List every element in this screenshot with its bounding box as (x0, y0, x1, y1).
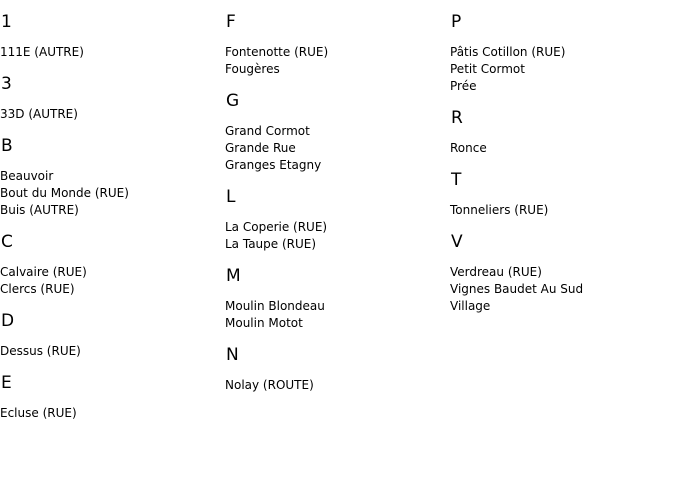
street-link[interactable]: Ronce (450, 141, 487, 155)
letter-section-d (0, 311, 225, 360)
street-link[interactable]: La Coperie (RUE) (225, 220, 328, 234)
street-list (225, 377, 450, 394)
letter-section-m (225, 266, 450, 332)
letter-section-b (0, 136, 225, 219)
street-index-column-2 (225, 0, 450, 394)
street-link[interactable]: 33D (AUTRE) (0, 107, 78, 121)
street-index-column-1 (0, 0, 225, 422)
street-link[interactable]: Moulin Motot (225, 316, 303, 330)
letter-heading: P (451, 12, 462, 32)
street-link[interactable]: Village (450, 299, 491, 313)
street-link[interactable]: Grande Rue (225, 141, 296, 155)
letter-heading: T (451, 170, 462, 190)
letter-section-1 (0, 12, 225, 61)
letter-section-l (225, 187, 450, 253)
street-link[interactable]: Beauvoir (0, 169, 54, 183)
letter-heading: E (1, 373, 12, 393)
letter-heading: L (226, 187, 236, 207)
letter-section-v (450, 232, 675, 315)
street-link[interactable]: Grand Cormot (225, 124, 310, 138)
letter-section-p (450, 12, 675, 95)
street-list (225, 44, 450, 78)
street-list (450, 264, 675, 315)
street-link[interactable]: Fougères (225, 62, 280, 76)
street-link[interactable]: Pâtis Cotillon (RUE) (450, 45, 566, 59)
letter-section-e (0, 373, 225, 422)
street-link[interactable]: Moulin Blondeau (225, 299, 325, 313)
letter-section-t (450, 170, 675, 219)
letter-heading: 1 (1, 12, 12, 32)
street-link[interactable]: Vignes Baudet Au Sud (450, 282, 584, 296)
street-link[interactable]: Buis (AUTRE) (0, 203, 79, 217)
letter-heading: C (1, 232, 13, 252)
street-list (0, 343, 225, 360)
street-link[interactable]: Verdreau (RUE) (450, 265, 542, 279)
street-list (225, 123, 450, 174)
street-link[interactable]: Tonneliers (RUE) (450, 203, 549, 217)
street-list (450, 44, 675, 95)
street-index-column-3 (450, 0, 675, 315)
street-list (0, 106, 225, 123)
street-list (0, 168, 225, 219)
letter-section-g (225, 91, 450, 174)
letter-section-3 (0, 74, 225, 123)
letter-section-f (225, 12, 450, 78)
street-list (450, 140, 675, 157)
street-link[interactable]: La Taupe (RUE) (225, 237, 317, 251)
street-list (0, 405, 225, 422)
letter-heading: V (451, 232, 463, 252)
street-list (225, 298, 450, 332)
street-list (225, 219, 450, 253)
letter-heading: B (1, 136, 13, 156)
letter-heading: M (226, 266, 241, 286)
street-link[interactable]: Fontenotte (RUE) (225, 45, 329, 59)
letter-heading: F (226, 12, 236, 32)
letter-section-n (225, 345, 450, 394)
street-link[interactable]: 111E (AUTRE) (0, 45, 84, 59)
street-list (0, 264, 225, 298)
street-link[interactable]: Ecluse (RUE) (0, 406, 77, 420)
street-link[interactable]: Calvaire (RUE) (0, 265, 87, 279)
letter-section-c (0, 232, 225, 298)
letter-heading: N (226, 345, 239, 365)
letter-heading: G (226, 91, 240, 111)
street-link[interactable]: Granges Etagny (225, 158, 322, 172)
street-link[interactable]: Dessus (RUE) (0, 344, 81, 358)
letter-heading: R (451, 108, 463, 128)
street-link[interactable]: Nolay (ROUTE) (225, 378, 314, 392)
letter-heading: 3 (1, 74, 12, 94)
street-link[interactable]: Petit Cormot (450, 62, 525, 76)
street-link[interactable]: Clercs (RUE) (0, 282, 75, 296)
street-link[interactable]: Bout du Monde (RUE) (0, 186, 129, 200)
street-list (450, 202, 675, 219)
letter-heading: D (1, 311, 15, 331)
letter-section-r (450, 108, 675, 157)
street-link[interactable]: Prée (450, 79, 477, 93)
street-list (0, 44, 225, 61)
